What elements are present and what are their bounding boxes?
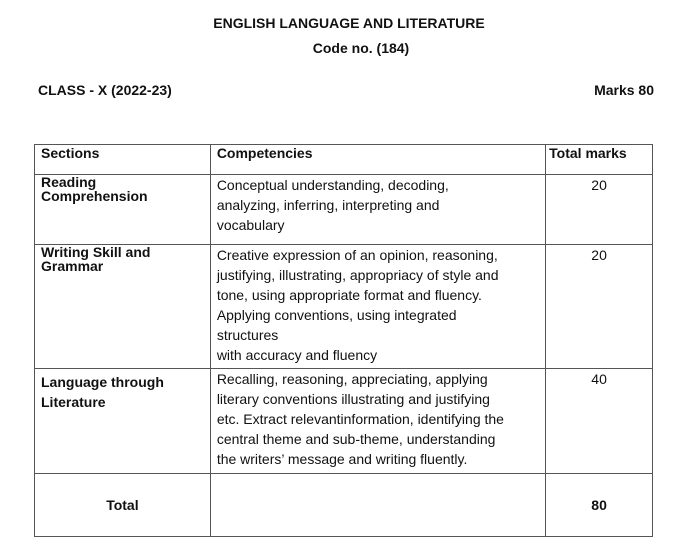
marks-cell: 20 — [546, 245, 653, 369]
competency-line: justifying, illustrating, appropriacy of style and — [216, 267, 499, 283]
total-marks-value: 80 — [546, 474, 653, 537]
competency-line: vocabulary — [216, 217, 285, 233]
total-label: Total — [35, 474, 211, 537]
competencies-cell — [210, 369, 545, 474]
marks-cell: 40 — [546, 369, 653, 474]
competency-line: Conceptual understanding, decoding, — [216, 177, 449, 193]
table-row — [35, 175, 653, 245]
section-name-line: Reading — [41, 174, 97, 190]
section-name-line: Grammar — [41, 258, 104, 274]
total-competencies-cell — [210, 474, 545, 537]
max-marks-label: Marks 80 — [594, 82, 654, 98]
competency-line: literary conventions illustrating and justifying — [216, 391, 490, 407]
section-name-line: Literature — [41, 394, 106, 410]
table-header-row — [35, 145, 653, 175]
class-label: CLASS - X (2022-23) — [38, 82, 172, 98]
header-sections: Sections — [35, 145, 211, 175]
competency-line: central theme and sub-theme, understanding — [216, 431, 496, 447]
competency-line: structures — [216, 327, 279, 343]
section-cell — [35, 175, 211, 245]
table-row — [35, 245, 653, 369]
section-name-line: Writing Skill and — [41, 244, 151, 260]
section-name-line: Comprehension — [41, 188, 148, 204]
marks-cell: 20 — [546, 175, 653, 245]
document-title: ENGLISH LANGUAGE AND LITERATURE — [213, 15, 485, 31]
competency-line: with accuracy and fluency — [216, 347, 378, 363]
competency-line: Applying conventions, using integrated — [216, 307, 457, 323]
competency-line: Recalling, reasoning, appreciating, applying — [216, 371, 488, 387]
competencies-cell — [210, 245, 545, 369]
marks-distribution-table — [34, 144, 653, 537]
total-row — [35, 474, 653, 537]
competency-line: Creative expression of an opinion, reasoning, — [216, 247, 498, 263]
section-name-line: Language through — [41, 374, 164, 390]
competency-line: etc. Extract relevantinformation, identifying the — [216, 411, 504, 427]
section-cell — [35, 369, 211, 474]
header-total-marks: Total marks — [546, 145, 653, 175]
section-cell — [35, 245, 211, 369]
competency-line: analyzing, inferring, interpreting and — [216, 197, 440, 213]
table-row — [35, 369, 653, 474]
header-competencies: Competencies — [210, 145, 545, 175]
competency-line: the writers’ message and writing fluently. — [216, 451, 468, 467]
subject-code: Code no. (184) — [312, 40, 410, 56]
competencies-cell — [210, 175, 545, 245]
competency-line: tone, using appropriate format and fluency. — [216, 287, 482, 303]
